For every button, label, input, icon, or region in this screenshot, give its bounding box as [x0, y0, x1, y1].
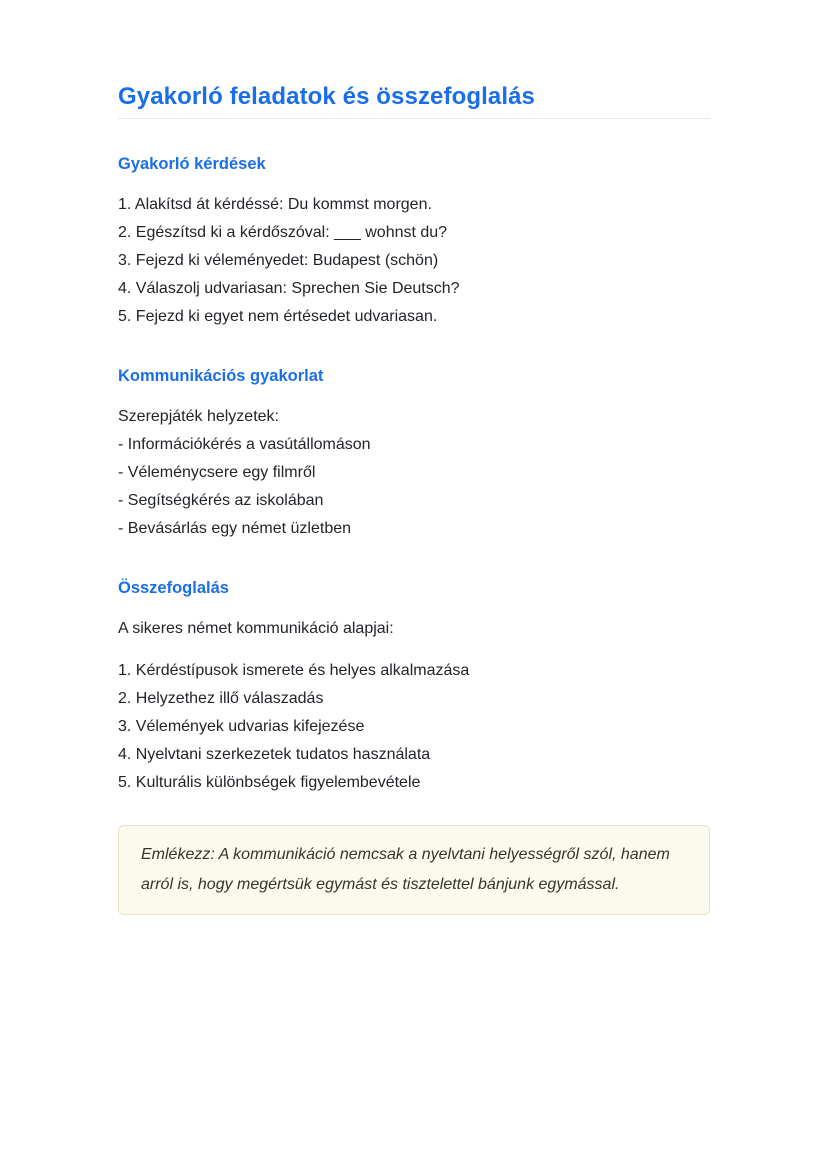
list-item: 2. Helyzethez illő válaszadás: [118, 690, 324, 707]
note-box: [118, 825, 710, 915]
list-item: - Információkérés a vasútállomáson: [118, 436, 371, 453]
list-item: 4. Nyelvtani szerkezetek tudatos használata: [118, 746, 431, 763]
roleplay-list: [118, 403, 710, 543]
section-summary: [118, 577, 710, 797]
list-item: 2. Egészítsd ki a kérdőszóval: ___ wohnst du?: [118, 224, 448, 241]
list-item: 1. Kérdéstípusok ismerete és helyes alkalmazása: [118, 662, 470, 679]
section-practice-questions: [118, 153, 710, 331]
list-item: 5. Kulturális különbségek figyelembevétele: [118, 774, 421, 791]
section-heading-summary: Összefoglalás: [118, 579, 229, 597]
section-intro: A sikeres német kommunikáció alapjai:: [118, 620, 394, 637]
title-divider: [118, 118, 710, 119]
list-item: 3. Vélemények udvarias kifejezése: [118, 718, 365, 735]
note-text: Emlékezz: A kommunikáció nemcsak a nyelvtani helyességről szól, hanem arról is, hogy megértsük egymást és tisztelettel bánjunk egymással.: [141, 846, 670, 893]
list-item: - Bevásárlás egy német üzletben: [118, 520, 352, 537]
summary-list: [118, 657, 710, 797]
page-title: Gyakorló feladatok és összefoglalás: [118, 83, 535, 110]
practice-questions-list: [118, 191, 710, 331]
list-item: 4. Válaszolj udvariasan: Sprechen Sie Deutsch?: [118, 280, 460, 297]
list-item: - Segítségkérés az iskolában: [118, 492, 324, 509]
list-item: 1. Alakítsd át kérdéssé: Du kommst morgen.: [118, 196, 432, 213]
section-heading-practice-questions: Gyakorló kérdések: [118, 155, 266, 173]
list-item: 3. Fejezd ki véleményedet: Budapest (schön): [118, 252, 439, 269]
section-intro: Szerepjáték helyzetek:: [118, 408, 279, 425]
section-communication-practice: [118, 365, 710, 543]
list-item: - Véleménycsere egy filmről: [118, 464, 316, 481]
list-item: 5. Fejezd ki egyet nem értésedet udvariasan.: [118, 308, 438, 325]
section-heading-communication-practice: Kommunikációs gyakorlat: [118, 367, 324, 385]
